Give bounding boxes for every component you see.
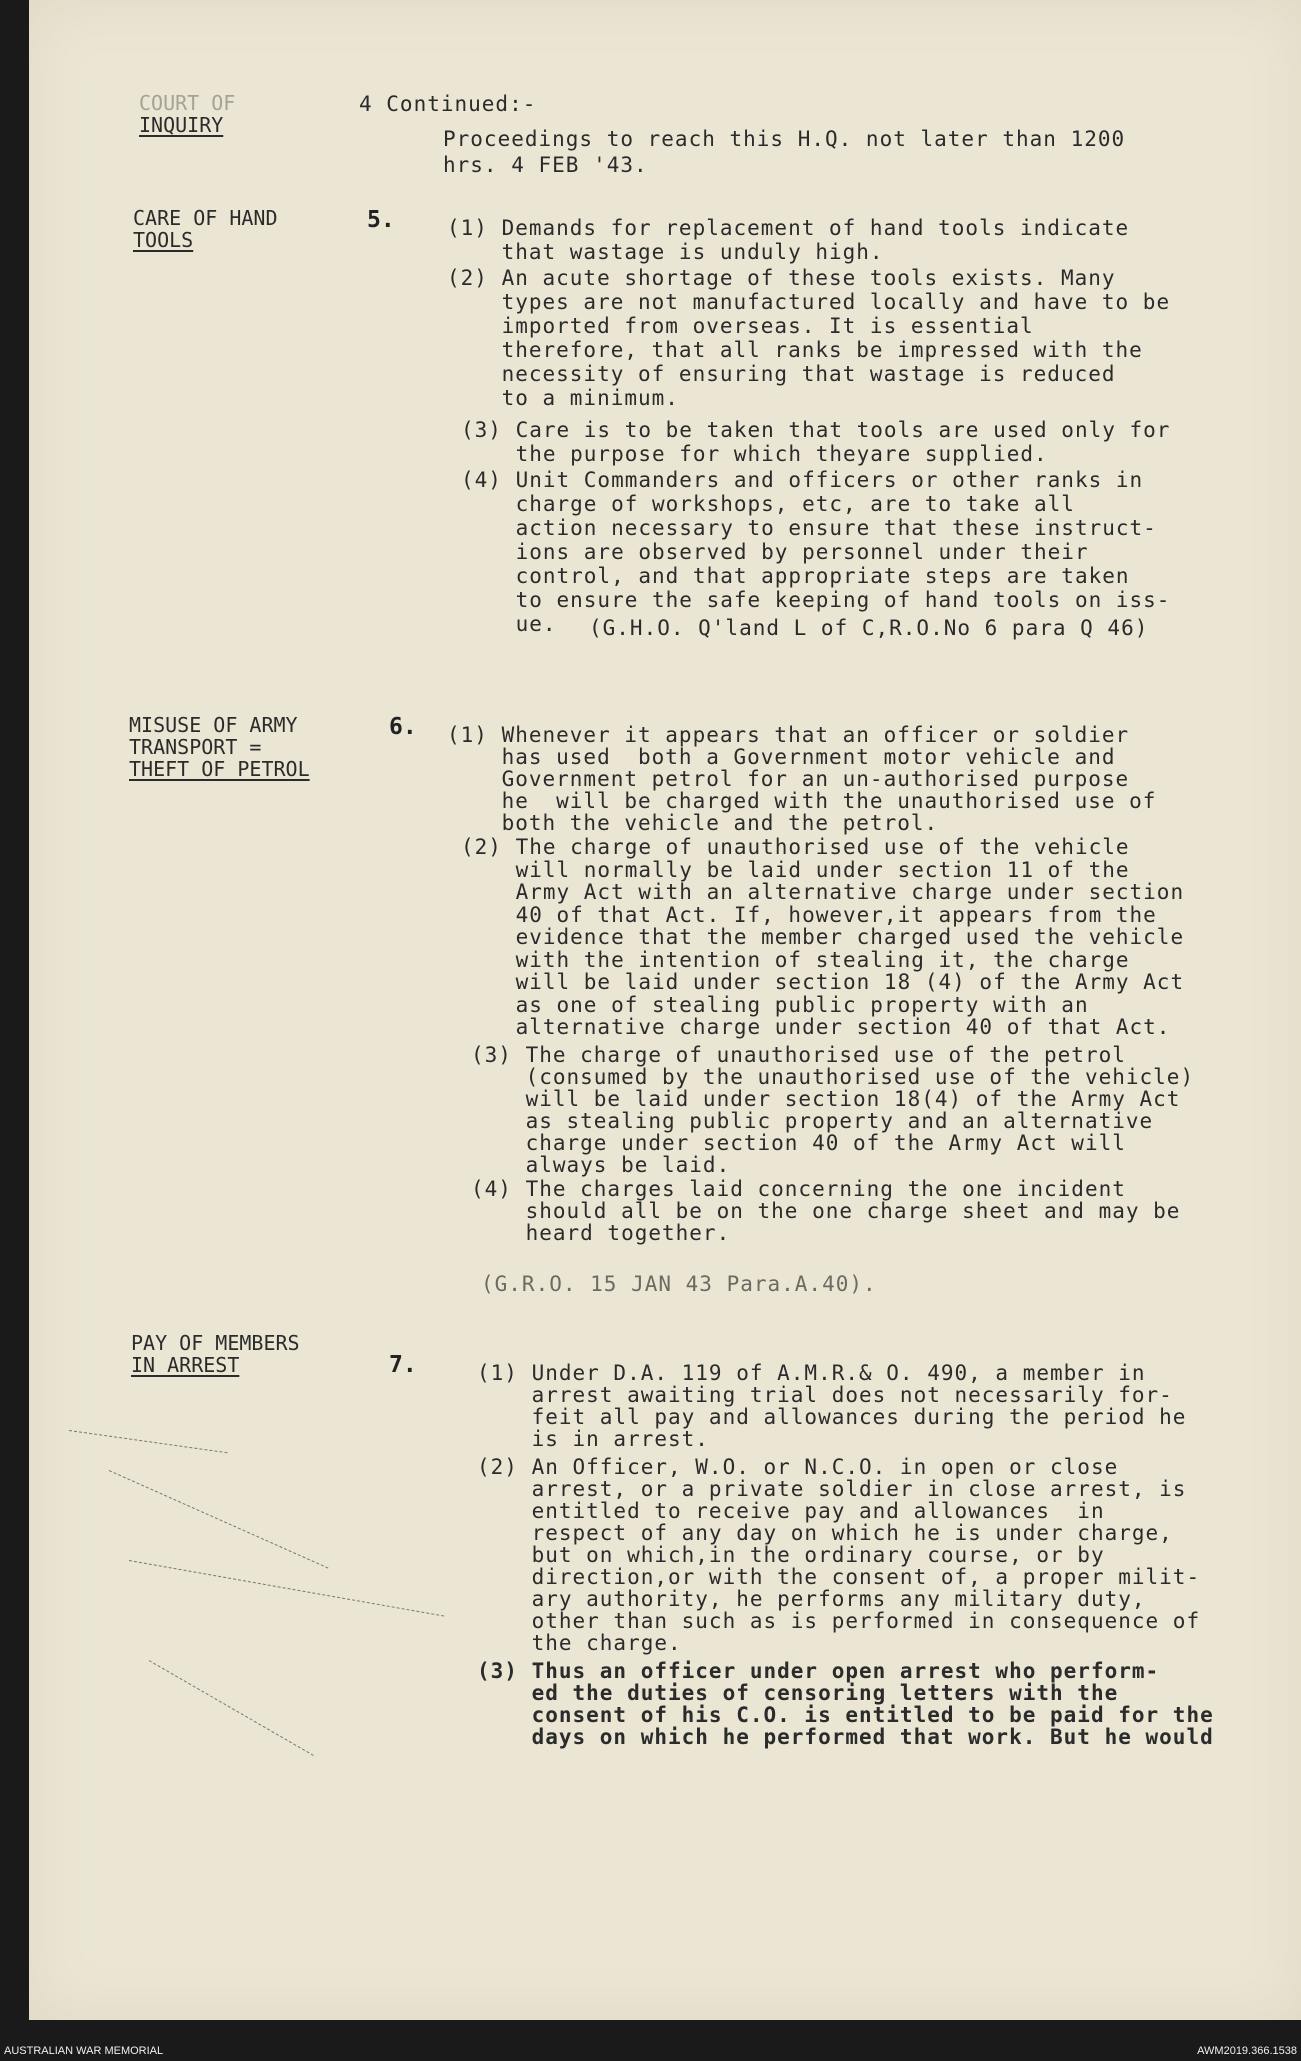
heading-line: CARE OF HAND xyxy=(133,206,278,230)
paragraph: (2) An Officer, W.O. or N.C.O. in open or close arrest, or a private soldier in close arrest, is entitled to receive pay and allowances in respect of any day on which he is under charge, but on which,in the ordinary course, or by direction,or with the consent of, a proper milit- ary authority, he performs any military duty, other than such as is performed in consequence of the charge. xyxy=(477,1455,1201,1655)
paragraph: (2) The charge of unauthorised use of the vehicle will normally be laid under section 11 of the Army Act with an alternative charge under section 40 of that Act. If, however,it appears from the evidence that the member charged used the vehicle with the intention of stealing it, the charge will be laid under section 18 (4) of the Army Act as one of stealing public property with an alternative charge under section 40 of that Act. xyxy=(461,835,1185,1039)
section-heading-pay-of-members-in-arrest xyxy=(131,1332,300,1376)
footer-left-label: AUSTRALIAN WAR MEMORIAL xyxy=(4,2045,164,2057)
section-heading-court-of-inquiry xyxy=(139,92,235,136)
heading-line: TRANSPORT = xyxy=(129,735,262,759)
heading-line: INQUIRY xyxy=(139,113,224,137)
paragraph: (4) Unit Commanders and officers or other ranks in charge of workshops, etc, are to take all action necessary to ensure that these instruct- ions are observed by personnel under their control, and that appropriate steps are taken to ensure the safe keeping of hand tools on iss- ue. xyxy=(461,468,1171,636)
paragraph: (4) The charges laid concerning the one incident should all be on the one charge sheet and may be heard together. xyxy=(471,1177,1181,1245)
section-heading-misuse-of-army-transport xyxy=(129,714,310,780)
heading-line: THEFT OF PETROL xyxy=(129,757,310,781)
archive-footer xyxy=(0,2040,1301,2061)
continuation-label: 4 Continued:- xyxy=(359,92,537,116)
pencil-mark xyxy=(149,1660,314,1756)
heading-line: PAY OF MEMBERS xyxy=(131,1331,300,1355)
item-number: 6. xyxy=(389,714,417,740)
heading-line: IN ARREST xyxy=(131,1353,240,1377)
footer-right-label: AWM2019.366.1538 xyxy=(1197,2045,1297,2057)
reference: (G.R.O. 15 JAN 43 Para.A.40). xyxy=(481,1272,877,1296)
document-page xyxy=(29,0,1301,2020)
paragraph: (3) The charge of unauthorised use of the petrol (consumed by the unauthorised use of the vehicle) will be laid under section 18(4) of the Army Act as stealing public property and an alternative charge under section 40 of the Army Act will always be laid. xyxy=(471,1043,1195,1177)
paragraph: (3) Thus an officer under open arrest who perform- ed the duties of censoring letters with the consent of his C.O. is entitled to be paid for the days on which he performed that work. But he would xyxy=(477,1659,1214,1749)
item-number: 5. xyxy=(367,207,395,233)
paragraph: Proceedings to reach this H.Q. not later than 1200 hrs. 4 FEB '43. xyxy=(443,127,1126,177)
paragraph: (1) Under D.A. 119 of A.M.R.& O. 490, a member in arrest awaiting trial does not necessarily for- feit all pay and allowances during the period he is in arrest. xyxy=(477,1361,1187,1451)
paragraph: (3) Care is to be taken that tools are used only for the purpose for which theyare supplied. xyxy=(461,418,1171,466)
heading-line: COURT OF xyxy=(139,91,236,115)
section-heading-care-of-hand-tools xyxy=(133,207,278,251)
reference: (G.H.O. Q'land L of C,R.O.No 6 para Q 46) xyxy=(589,616,1149,640)
heading-line: MISUSE OF ARMY xyxy=(129,713,298,737)
heading-line: TOOLS xyxy=(133,228,194,252)
paragraph: (1) Demands for replacement of hand tools indicate that wastage is unduly high. xyxy=(447,216,1130,264)
paragraph: (2) An acute shortage of these tools exists. Many types are not manufactured locally and have to be imported from overseas. It is essential therefore, that all ranks be impressed with the necessity of ensuring that wastage is reduced to a minimum. xyxy=(447,266,1171,410)
pencil-mark xyxy=(129,1560,444,1617)
paragraph: (1) Whenever it appears that an officer or soldier has used both a Government motor vehicle and Government petrol for an un-authorised purpose he will be charged with the unauthorised use of both the vehicle and the petrol. xyxy=(447,723,1157,835)
pencil-mark xyxy=(109,1470,329,1569)
item-number: 7. xyxy=(389,1352,417,1378)
pencil-mark xyxy=(69,1430,228,1453)
